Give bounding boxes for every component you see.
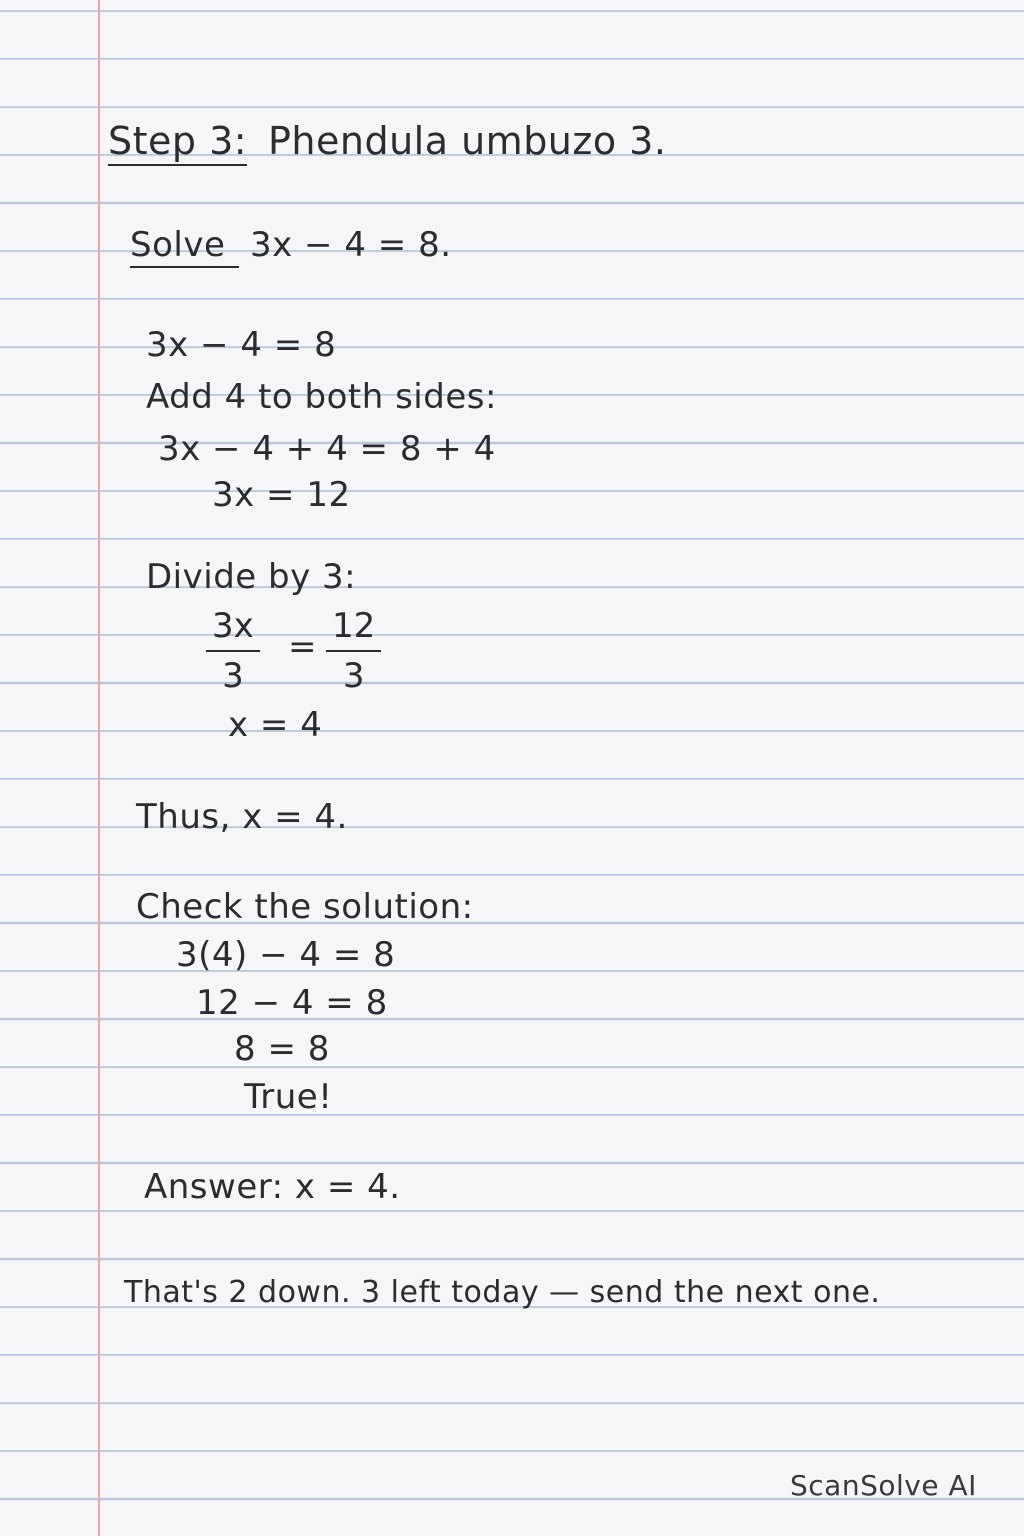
equation-line-3: 3x = 12 <box>212 475 351 515</box>
check-line-1: 3(4) − 4 = 8 <box>176 935 396 975</box>
fraction-equals: = <box>288 627 317 667</box>
fraction-right-denominator: 3 <box>342 656 365 696</box>
check-line-2: 12 − 4 = 8 <box>196 983 388 1023</box>
check-heading: Check the solution: <box>136 887 474 927</box>
divide-instruction: Divide by 3: <box>146 557 357 597</box>
check-line-3: 8 = 8 <box>234 1029 330 1069</box>
add-instruction: Add 4 to both sides: <box>146 377 497 417</box>
solve-label: Solve <box>130 228 239 268</box>
final-answer: Answer: x = 4. <box>144 1167 401 1207</box>
fraction-right <box>326 606 381 696</box>
equation-line-4: x = 4 <box>228 705 323 745</box>
fraction-right-numerator: 12 <box>326 606 381 652</box>
brand-watermark: ScanSolve AI <box>790 1469 977 1502</box>
fraction-left <box>206 606 260 696</box>
closing-message: That's 2 down. 3 left today — send the next one. <box>124 1275 881 1310</box>
equation-line-2: 3x − 4 + 4 = 8 + 4 <box>158 429 496 469</box>
thus-statement: Thus, x = 4. <box>136 797 348 837</box>
check-line-4: True! <box>244 1077 333 1117</box>
problem-equation: 3x − 4 = 8. <box>250 225 452 265</box>
step-label: Step 3: <box>108 122 247 166</box>
fraction-left-numerator: 3x <box>206 606 260 652</box>
step-heading-text: Phendula umbuzo 3. <box>268 119 667 163</box>
fraction-left-denominator: 3 <box>222 656 244 696</box>
equation-line-1: 3x − 4 = 8 <box>146 325 337 365</box>
margin-line <box>98 0 100 1536</box>
